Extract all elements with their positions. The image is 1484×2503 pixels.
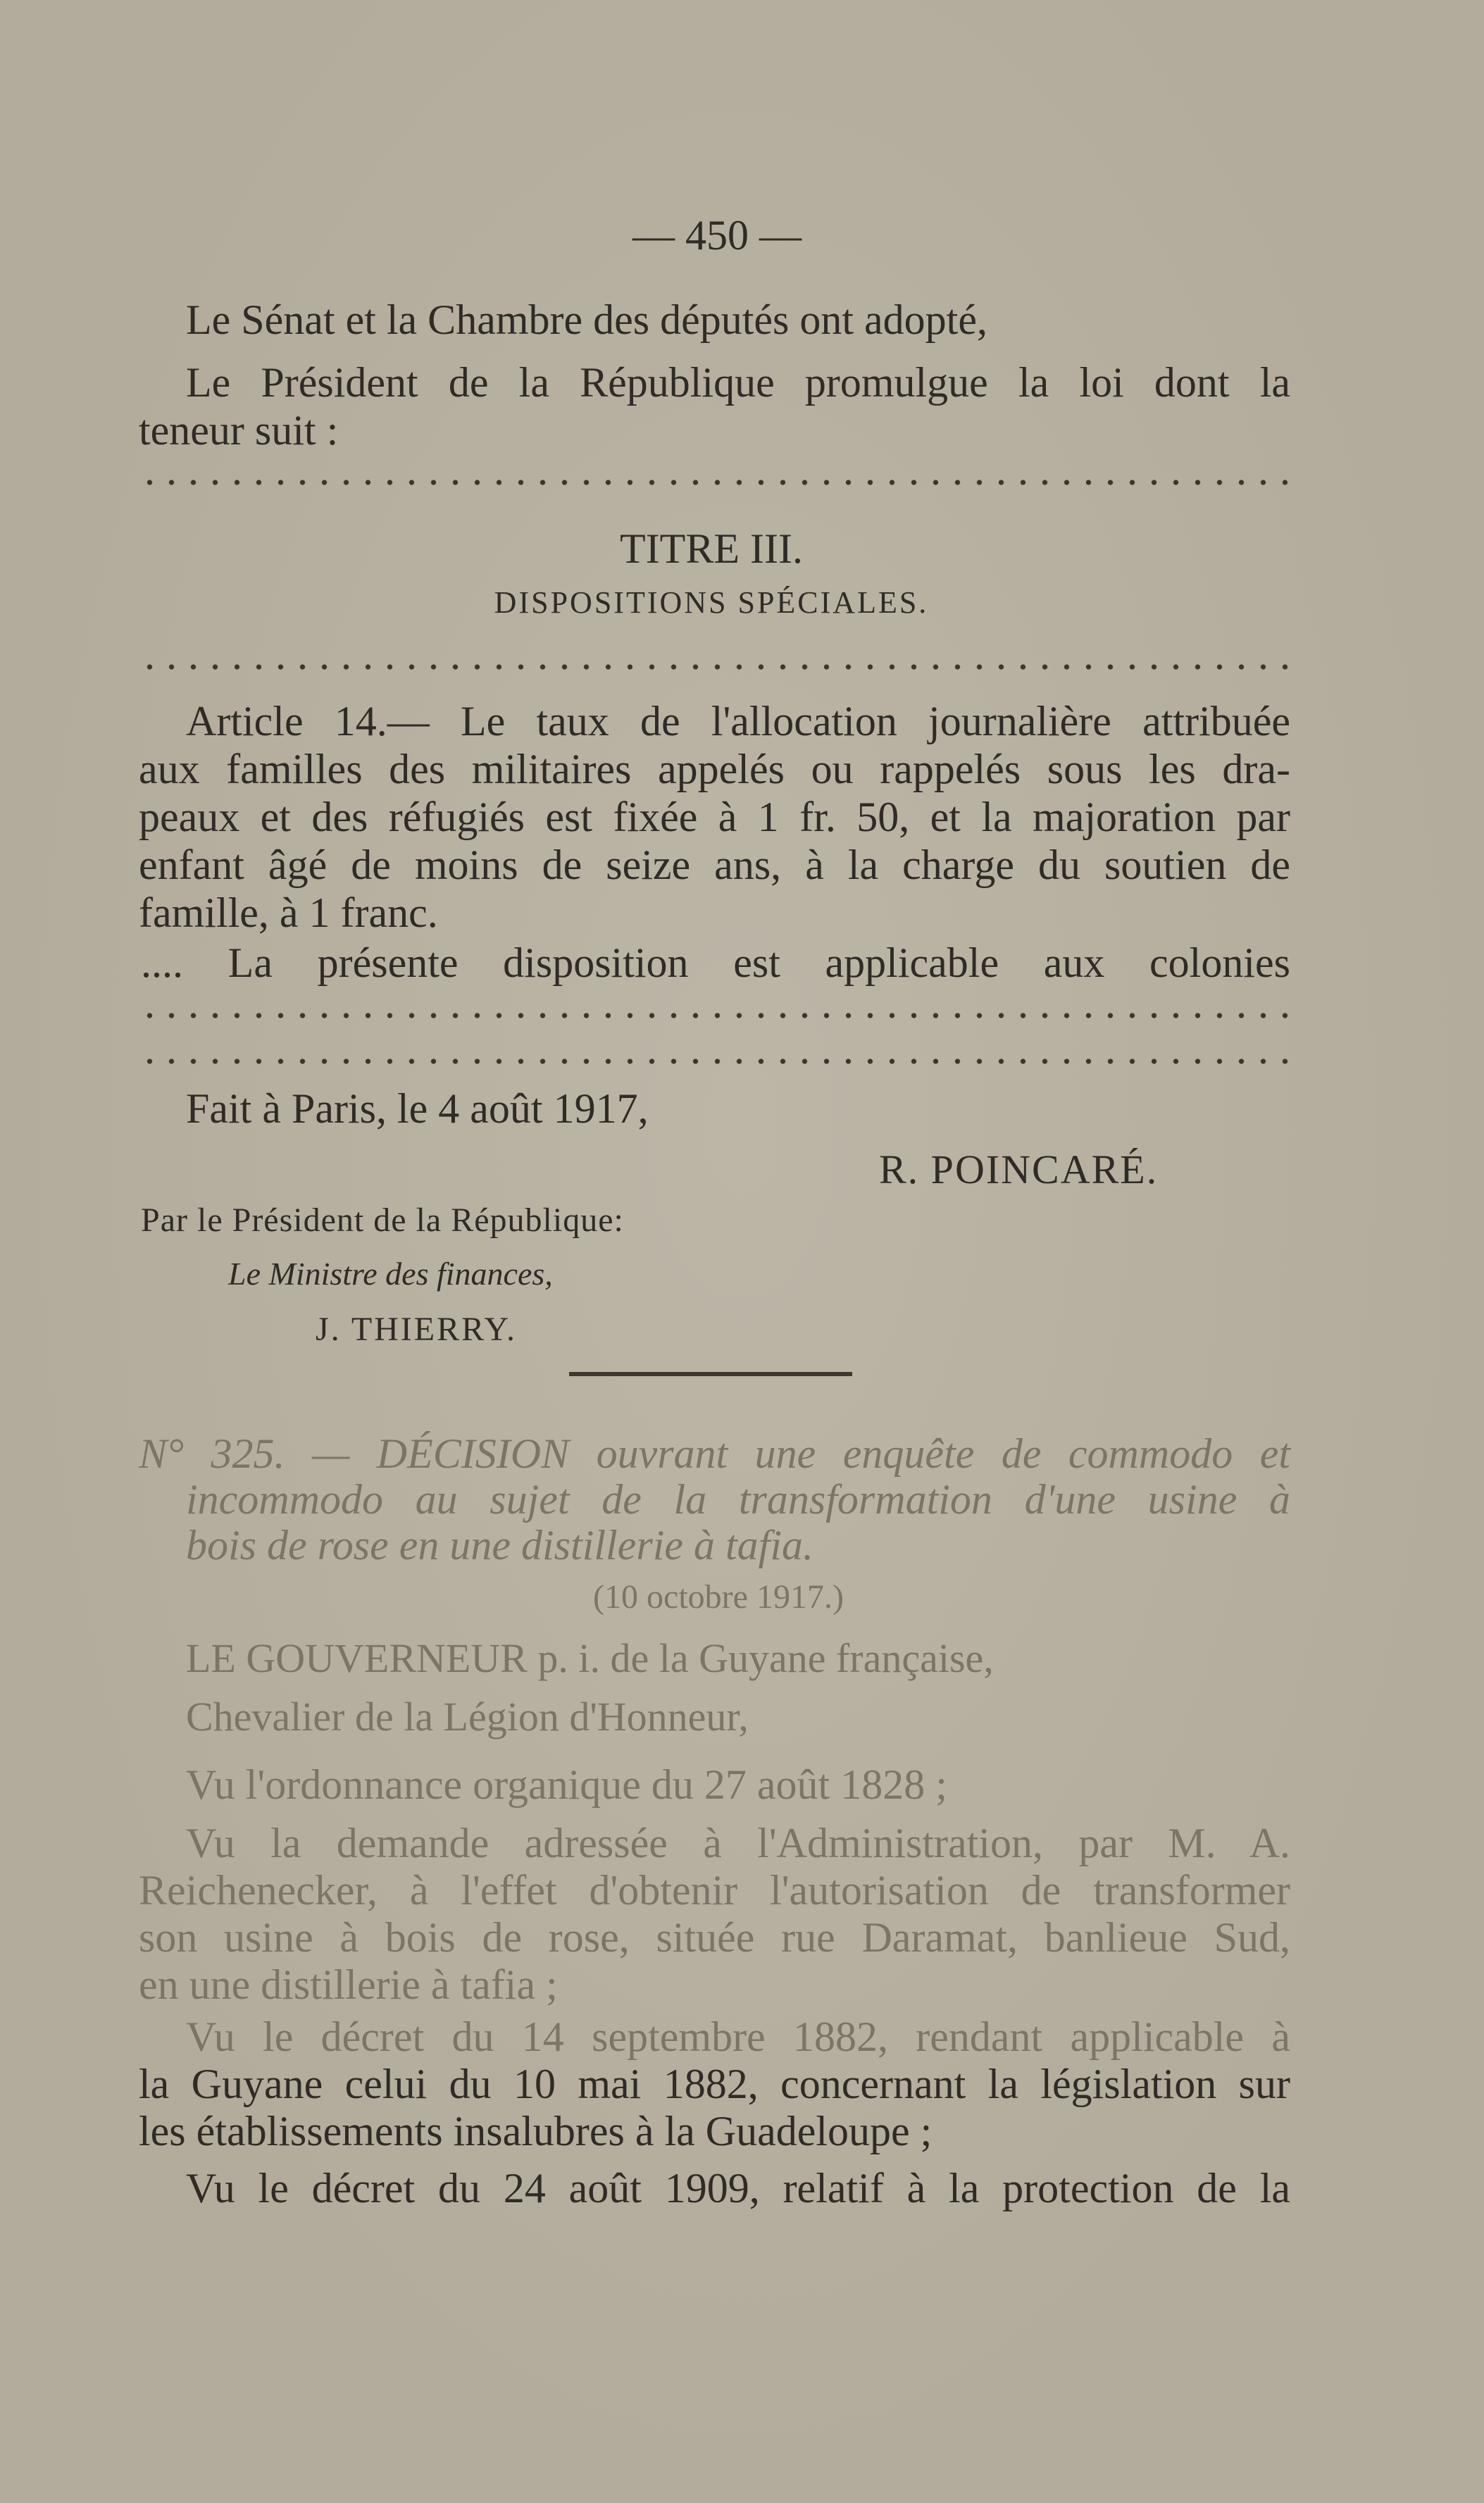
decision-line-1: N° 325. — DÉCISION ouvrant une enquête de commodo et bbox=[139, 1430, 1290, 1477]
horizontal-rule bbox=[569, 1372, 852, 1376]
minister-name: J. THIERRY. bbox=[316, 1311, 517, 1348]
article-line-2: aux familles des militaires appelés ou rappelés sous les dra- bbox=[139, 746, 1290, 792]
page-number: — 450 — bbox=[632, 212, 802, 258]
title-heading: TITRE III. bbox=[620, 525, 803, 572]
article-line-1: Article 14.— Le taux de l'allocation journalière attribuée bbox=[186, 698, 1290, 744]
governor-line-2: Chevalier de la Légion d'Honneur, bbox=[186, 1694, 749, 1740]
considering-line-2d: en une distillerie à tafia ; bbox=[139, 1961, 558, 2008]
by-president-line: Par le Président de la République: bbox=[141, 1201, 624, 1239]
considering-line-2a: Vu la demande adressée à l'Administration, par M. A. bbox=[186, 1820, 1290, 1866]
considering-line-1: Vu l'ordonnance organique du 27 août 1828 ; bbox=[186, 1761, 947, 1808]
preamble-line-1: Le Sénat et la Chambre des députés ont adopté, bbox=[186, 297, 987, 343]
minister-title: Le Ministre des finances, bbox=[228, 1256, 553, 1292]
article-line-4: enfant âgé de moins de seize ans, à la charge du soutien de bbox=[139, 842, 1290, 888]
dotted-separator bbox=[139, 475, 1290, 489]
preamble-line-3: teneur suit : bbox=[139, 407, 339, 454]
considering-line-4: Vu le décret du 24 août 1909, relatif à la protection de la bbox=[186, 2165, 1290, 2211]
article-line-6: .... La présente disposition est applicable aux colonies bbox=[141, 940, 1290, 986]
dotted-separator bbox=[139, 660, 1290, 674]
considering-line-2c: son usine à bois de rose, située rue Daramat, banlieue Sud, bbox=[139, 1914, 1290, 1961]
preamble-line-2: Le Président de la République promulgue la loi dont la bbox=[186, 359, 1290, 406]
considering-line-2b: Reichenecker, à l'effet d'obtenir l'autorisation de transformer bbox=[139, 1867, 1290, 1914]
decision-line-2: incommodo au sujet de la transformation d'une usine à bbox=[186, 1476, 1290, 1523]
dotted-separator bbox=[139, 1009, 1290, 1023]
article-line-5: famille, à 1 franc. bbox=[139, 890, 438, 936]
considering-line-3b: la Guyane celui du 10 mai 1882, concernant la législation sur bbox=[139, 2061, 1290, 2107]
decision-line-3: bois de rose en une distillerie à tafia. bbox=[186, 1522, 814, 1568]
president-name: R. POINCARÉ. bbox=[879, 1147, 1159, 1192]
done-at-line: Fait à Paris, le 4 août 1917, bbox=[186, 1085, 649, 1132]
article-line-3: peaux et des réfugiés est fixée à 1 fr. 50, et la majoration par bbox=[139, 794, 1290, 840]
decision-date: (10 octobre 1917.) bbox=[593, 1578, 844, 1616]
title-subheading: DISPOSITIONS SPÉCIALES. bbox=[494, 585, 929, 620]
considering-line-3c: les établissements insalubres à la Guadeloupe ; bbox=[139, 2108, 933, 2154]
considering-line-3a: Vu le décret du 14 septembre 1882, rendant applicable à bbox=[186, 2014, 1290, 2060]
governor-line-1: LE GOUVERNEUR p. i. de la Guyane française, bbox=[186, 1635, 994, 1681]
dotted-separator bbox=[139, 1054, 1290, 1068]
